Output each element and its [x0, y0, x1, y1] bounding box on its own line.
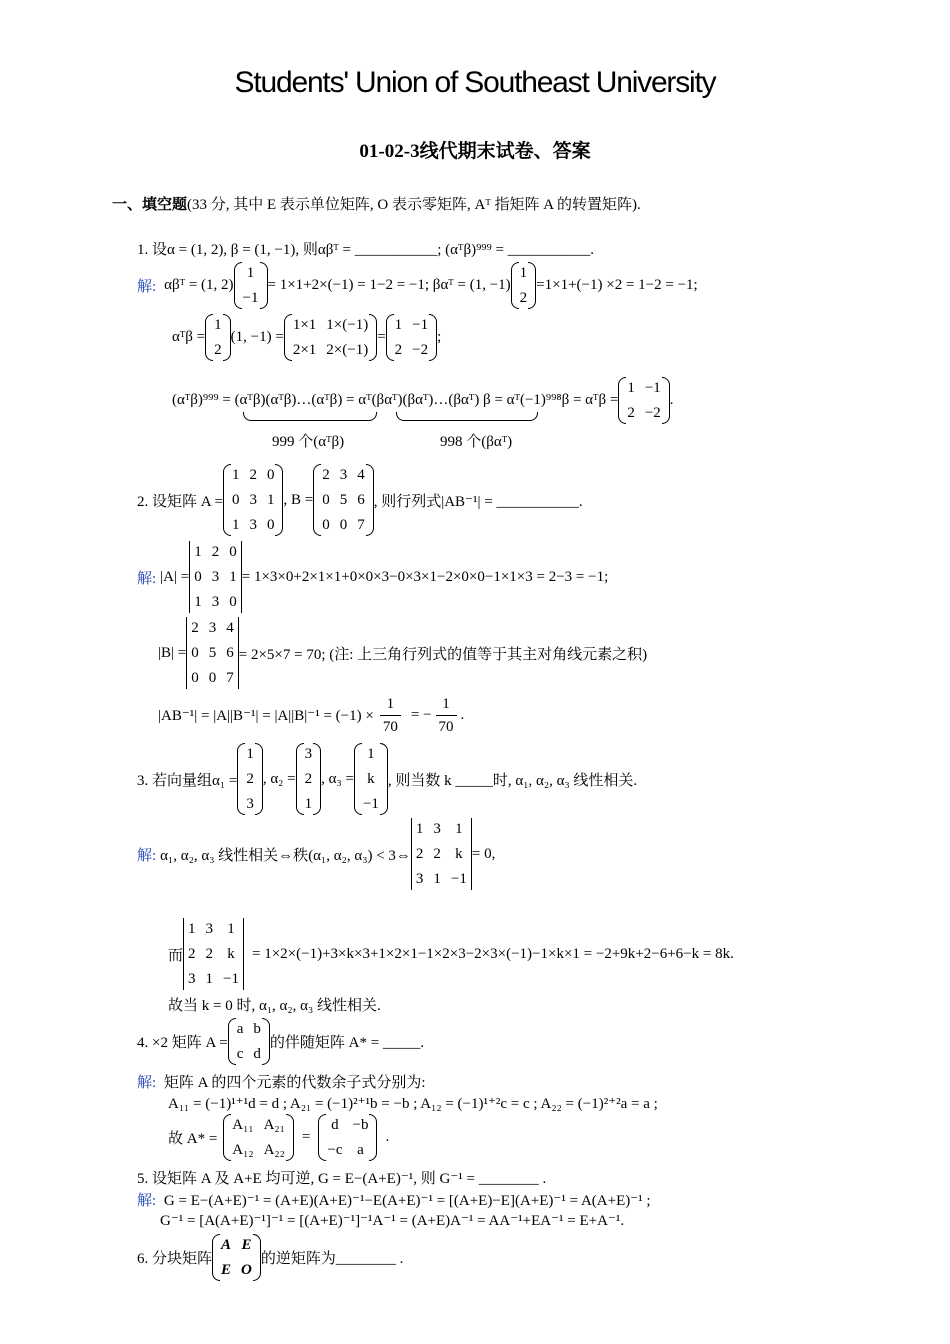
brace-1-label: 999 个(αᵀβ): [272, 434, 345, 450]
problem-5-solution-a: 解: G = E−(A+E)⁻¹ = (A+E)(A+E)⁻¹−E(A+E)⁻¹ = [(A+E)−E](A+E)⁻¹ = A(A+E)⁻¹ ;: [137, 1193, 651, 1209]
problem-5-question: 5. 设矩阵 A 及 A+E 均可逆, G = E−(A+E)⁻¹, 则 G⁻¹ = ________ .: [137, 1171, 547, 1187]
p6-block-matrix: A E E O: [212, 1234, 261, 1281]
p2-fraction-2: $\frac{1}{70}$: [436, 693, 457, 738]
p1-vector-b: 1 2: [511, 262, 537, 309]
p4-adj-symbolic: A₁₁ A₂₁ A₁₂ A₂₂: [223, 1114, 294, 1161]
exam-subtitle: 01-02-3线代期末试卷、答案: [359, 141, 591, 162]
p4-matrix-A: a b c d: [228, 1018, 270, 1065]
p3-det-2: 1 3 1 2 2 k 3 1 −1: [183, 918, 244, 990]
problem-1-question: 1. 设α = (1, 2), β = (1, −1), 则αβᵀ = ___________; (αᵀβ)⁹⁹⁹ = ___________.: [137, 242, 594, 258]
p2-fraction-1: $\frac{1}{70}$: [380, 693, 401, 738]
p3-alpha3: 1 k −1: [354, 743, 388, 815]
p1-text-c: =1×1+(−1) ×2 = 1−2 = −1;: [536, 277, 698, 293]
p3-alpha1: 1 2 3: [237, 743, 263, 815]
problem-3-question: 3. 若向量组α₁ = 1 2 3 , α₂ = 3 2 1 , α₃ = 1 k −1 , 则当数 k _____时, α₁, α₂, α₃ 线性相关.: [137, 743, 637, 815]
page-title: Students' Union of Southeast University: [234, 66, 716, 99]
problem-5-solution-b: G⁻¹ = [A(A+E)⁻¹]⁻¹ = [(A+E)⁻¹]⁻¹A⁻¹ = (A+E)A⁻¹ = AA⁻¹+EA⁻¹ = E+A⁻¹.: [160, 1213, 625, 1229]
p1-outer-product: 1×1 1×(−1) 2×1 2×(−1): [284, 314, 377, 361]
problem-3-solution-c: 而 1 3 1 2 2 k 3 1 −1 = 1×2×(−1)+3×k×3+1×2×1−1×2×3−2×3×(−1)−1×k×1 = −2+9k+2−6+6−k = 8k.: [168, 918, 734, 990]
p1-text-a: αβᵀ = (1, 2): [164, 277, 234, 293]
section-desc: (33 分, 其中 E 表示单位矩阵, O 表示零矩阵, Aᵀ 指矩阵 A 的转置矩阵).: [187, 197, 641, 213]
section-label: 一、填空题: [112, 197, 188, 213]
problem-2-question: 2. 设矩阵 A = 1 2 0 0 3 1 1 3 0 , B = 2 3 4 0 5 6 0 0 7 , 则行列式|AB⁻¹| = ___________.: [137, 464, 583, 536]
problem-4-solution-b: 故 A* = A₁₁ A₂₁ A₁₂ A₂₂ = d −b −c a .: [168, 1114, 389, 1161]
p4-adj-values: d −b −c a: [318, 1114, 377, 1161]
section-header: [112, 193, 641, 214]
p3-det-1: 1 3 1 2 2 k 3 1 −1: [411, 818, 472, 890]
solution-label: 解:: [137, 279, 157, 295]
problem-2-solution-A: 解: |A| = 1 2 0 0 3 1 1 3 0 = 1×3×0+2×1×1+0×0×3−0×3×1−2×0×0−1×1×3 = 2−3 = −1;: [137, 541, 608, 613]
p1-vector-a: 1 −1: [234, 262, 268, 309]
problem-6-question: 6. 分块矩阵 A E E O 的逆矩阵为________ .: [137, 1234, 403, 1281]
p1-final-matrix: 1 −1 2 −2: [618, 377, 669, 424]
problem-4-question: 4. ×2 矩阵 A = a b c d 的伴随矩阵 A* = _____.: [137, 1018, 424, 1065]
p2-det-B: 2 3 4 0 5 6 0 0 7: [186, 617, 239, 689]
p2-det-A: 1 2 0 0 3 1 1 3 0: [189, 541, 242, 613]
p2-matrix-B: 2 3 4 0 5 6 0 0 7: [313, 464, 374, 536]
problem-2-solution-B: |B| = 2 3 4 0 5 6 0 0 7 = 2×5×7 = 70; (注: 上三角行列式的值等于其主对角线元素之积): [158, 617, 647, 689]
problem-2-solution-AB: |AB⁻¹| = |A||B⁻¹| = |A||B|⁻¹ = (−1) × $\frac{1}{70}$ = − $\frac{1}{70}$ .: [158, 693, 464, 738]
problem-4-cofactors: A₁₁ = (−1)¹⁺¹d = d ; A₂₁ = (−1)²⁺¹b = −b ; A₁₂ = (−1)¹⁺²c = c ; A₂₂ = (−1)²⁺²a = a ;: [168, 1096, 658, 1112]
brace-1: [243, 412, 377, 421]
p1-alpha-col: 1 2: [205, 314, 231, 361]
brace-2: [396, 412, 538, 421]
p2-matrix-A: 1 2 0 0 3 1 1 3 0: [223, 464, 284, 536]
problem-1-solution-line3: (αᵀβ)⁹⁹⁹ = (αᵀβ)(αᵀβ)…(αᵀβ) = αᵀ(βαᵀ)(βαᵀ)…(βαᵀ) β = αᵀ(−1)⁹⁹⁸β = αᵀβ = 1 −1 2 −2 .: [172, 377, 674, 424]
problem-4-solution-a: 解: 矩阵 A 的四个元素的代数余子式分别为:: [137, 1075, 426, 1091]
p1-text-b: = 1×1+2×(−1) = 1−2 = −1; βαᵀ = (1, −1): [267, 277, 511, 293]
problem-3-conclusion: 故当 k = 0 时, α₁, α₂, α₃ 线性相关.: [168, 998, 381, 1014]
p1-result-matrix: 1 −1 2 −2: [386, 314, 437, 361]
problem-1-solution-line1: [137, 262, 698, 309]
problem-3-solution-a: 解: α₁, α₂, α₃ 线性相关⇔秩(α₁, α₂, α₃) < 3⇔ 1 3 1 2 2 k 3 1 −1 = 0,: [137, 818, 495, 890]
problem-1-solution-line2: αᵀβ = 1 2 (1, −1) = 1×1 1×(−1) 2×1 2×(−1) = 1 −1 2 −2 ;: [172, 314, 441, 361]
p3-alpha2: 3 2 1: [296, 743, 322, 815]
brace-2-label: 998 个(βαᵀ): [440, 434, 513, 450]
